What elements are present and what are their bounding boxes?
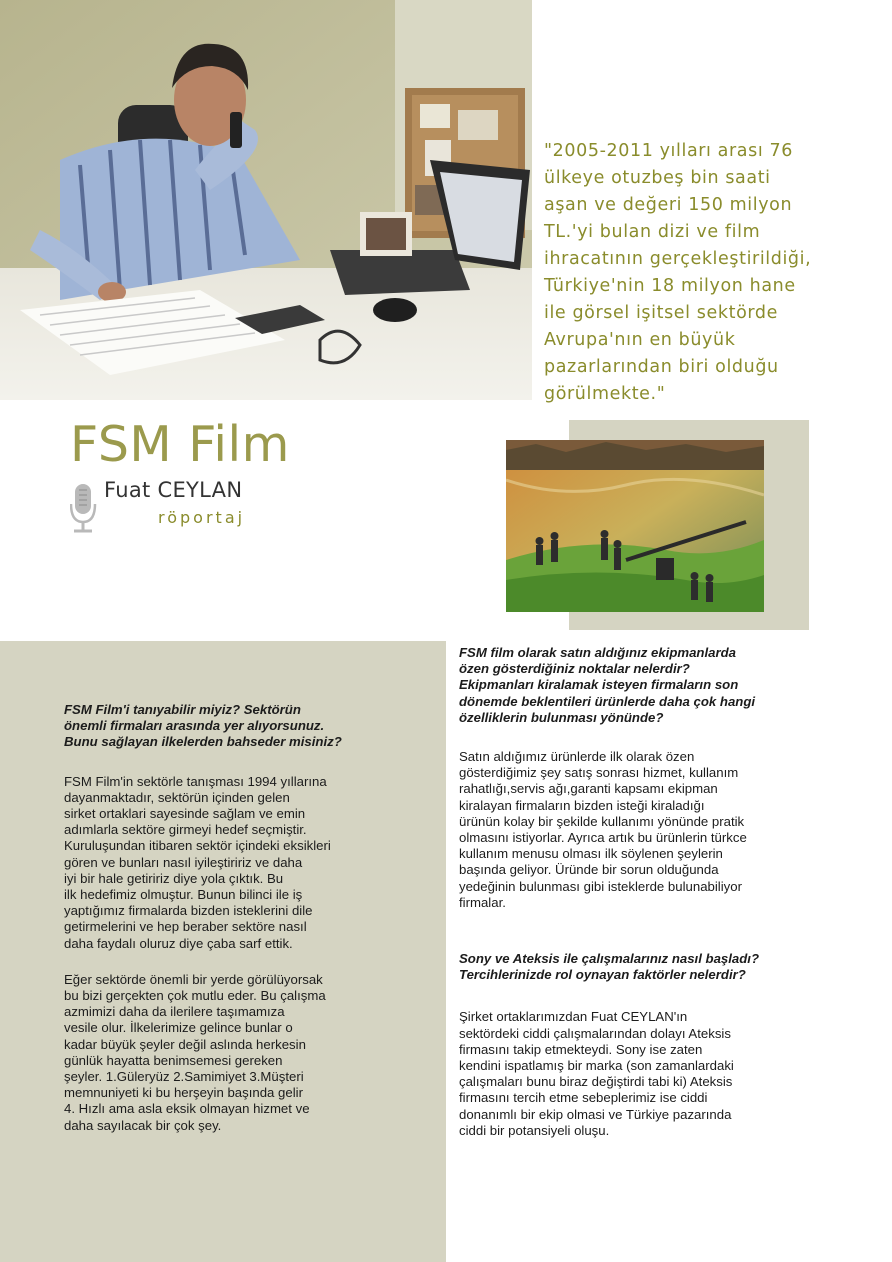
interview-answer: FSM Film'in sektörle tanışması 1994 yıllarına dayanmaktadır, sektörün içinden gelen sirket ortaklari sayesinde sağlam ve emin adımlarla sektöre girmeyi hedef seçmiştir. Kuruluşundan itibaren sektör içindeki eksikleri gören ve bunları nasıl iyileştiririz ve daha iyi bir hale getiririz diye yola çıktık. Bu ilk hedefimiz olmuştur. Bunun bilinci ile iş yaptığımız firmalarda bizden isteklerini dile getirmelerini ve hep beraber sektöre nasıl daha faydalı oluruz diye çaba sarf ettik.	[64, 773, 331, 951]
microphone-icon	[70, 484, 100, 534]
interview-answer: Satın aldığımız ürünlerde ilk olarak özen gösterdiğimiz şey satış sonrası hizmet, kullanım rahatlığı,servis ağı,garanti kapsamı ekipman kiralayan firmaların bizden isteği kiraladığı ürünün kolay bir şekilde kullanımı yönünde pratik olmasını istiyorlar. Ayrıca artık bu ürünlerin türkce kullanım menusu olması ilk söylenen şeylerin başında geliyor. Üründe bir sorun olduğunda yedeğinin bulunması gibi isteklerde bulunabiliyor firmalar.	[459, 749, 747, 910]
interview-answer: Eğer sektörde önemli bir yerde görülüyorsak bu bizi gerçekten çok mutlu eder. Bu çalışma azmimizi daha da ilerilere taşımamıza vesile olur. İlkelerimize gelince bunlar o kadar büyük şeyler değil aslında herkesin günlük hayatta benimsemesi gereken şeyler. 1.Güleryüz 2.Samimiyet 3.Müşteri memnuniyeti ki bu herşeyin başında gelir 4. Hızlı ama asla eksik olmayan hizmet ve daha sayılacak bir çok şey.	[64, 971, 326, 1133]
interviewee-name: Fuat CEYLAN	[104, 478, 243, 502]
film-set-photo	[506, 440, 764, 612]
interview-answer: Şirket ortaklarımızdan Fuat CEYLAN'ın sektördeki ciddi çalışmalarından dolayı Ateksis firmasını takip etmekteydi. Sony ise zaten kendini ispatlamış bir marka (son zamanlardaki çalışmaları bunu biraz değiştirdi tabi ki) Ateksis firmasını tercih etme sebeplerimiz ise ciddi donanımlı bir ekip olmasi ve Türkiye pazarında ciddi bir potansiyeli oluşu.	[459, 1009, 734, 1138]
pull-quote: "2005-2011 yılları arası 76 ülkeye otuzbeş bin saati aşan ve değeri 150 milyon TL.'yi bulan dizi ve film ihracatının gerçekleştirildiği, Türkiye'nin 18 milyon hane ile görsel işitsel sektörde Avrupa'nın en büyük pazarlarından biri olduğu görülmekte."	[544, 141, 812, 404]
interview-question: FSM Film'i tanıyabilir miyiz? Sektörün önemli firmaları arasında yer alıyorsunuz. Bunu sağlayan ilkelerden bahseder misiniz?	[64, 702, 342, 750]
right-column	[459, 645, 779, 1139]
left-column	[64, 702, 364, 1134]
page-title: FSM Film	[70, 416, 290, 473]
interview-photo	[0, 0, 532, 400]
article-type: röportaj	[158, 508, 246, 527]
interview-question: FSM film olarak satın aldığınız ekipmanlarda özen gösterdiğiniz noktalar nelerdir? Ekipmanları kiralamak isteyen firmaların son dönemde beklentileri ürünlerde daha çok hangi özelliklerin bulunması yönünde?	[459, 645, 756, 725]
interview-question: Sony ve Ateksis ile çalışmalarınız nasıl başladı? Tercihlerinizde rol oynayan faktörler nelerdir?	[459, 951, 760, 983]
